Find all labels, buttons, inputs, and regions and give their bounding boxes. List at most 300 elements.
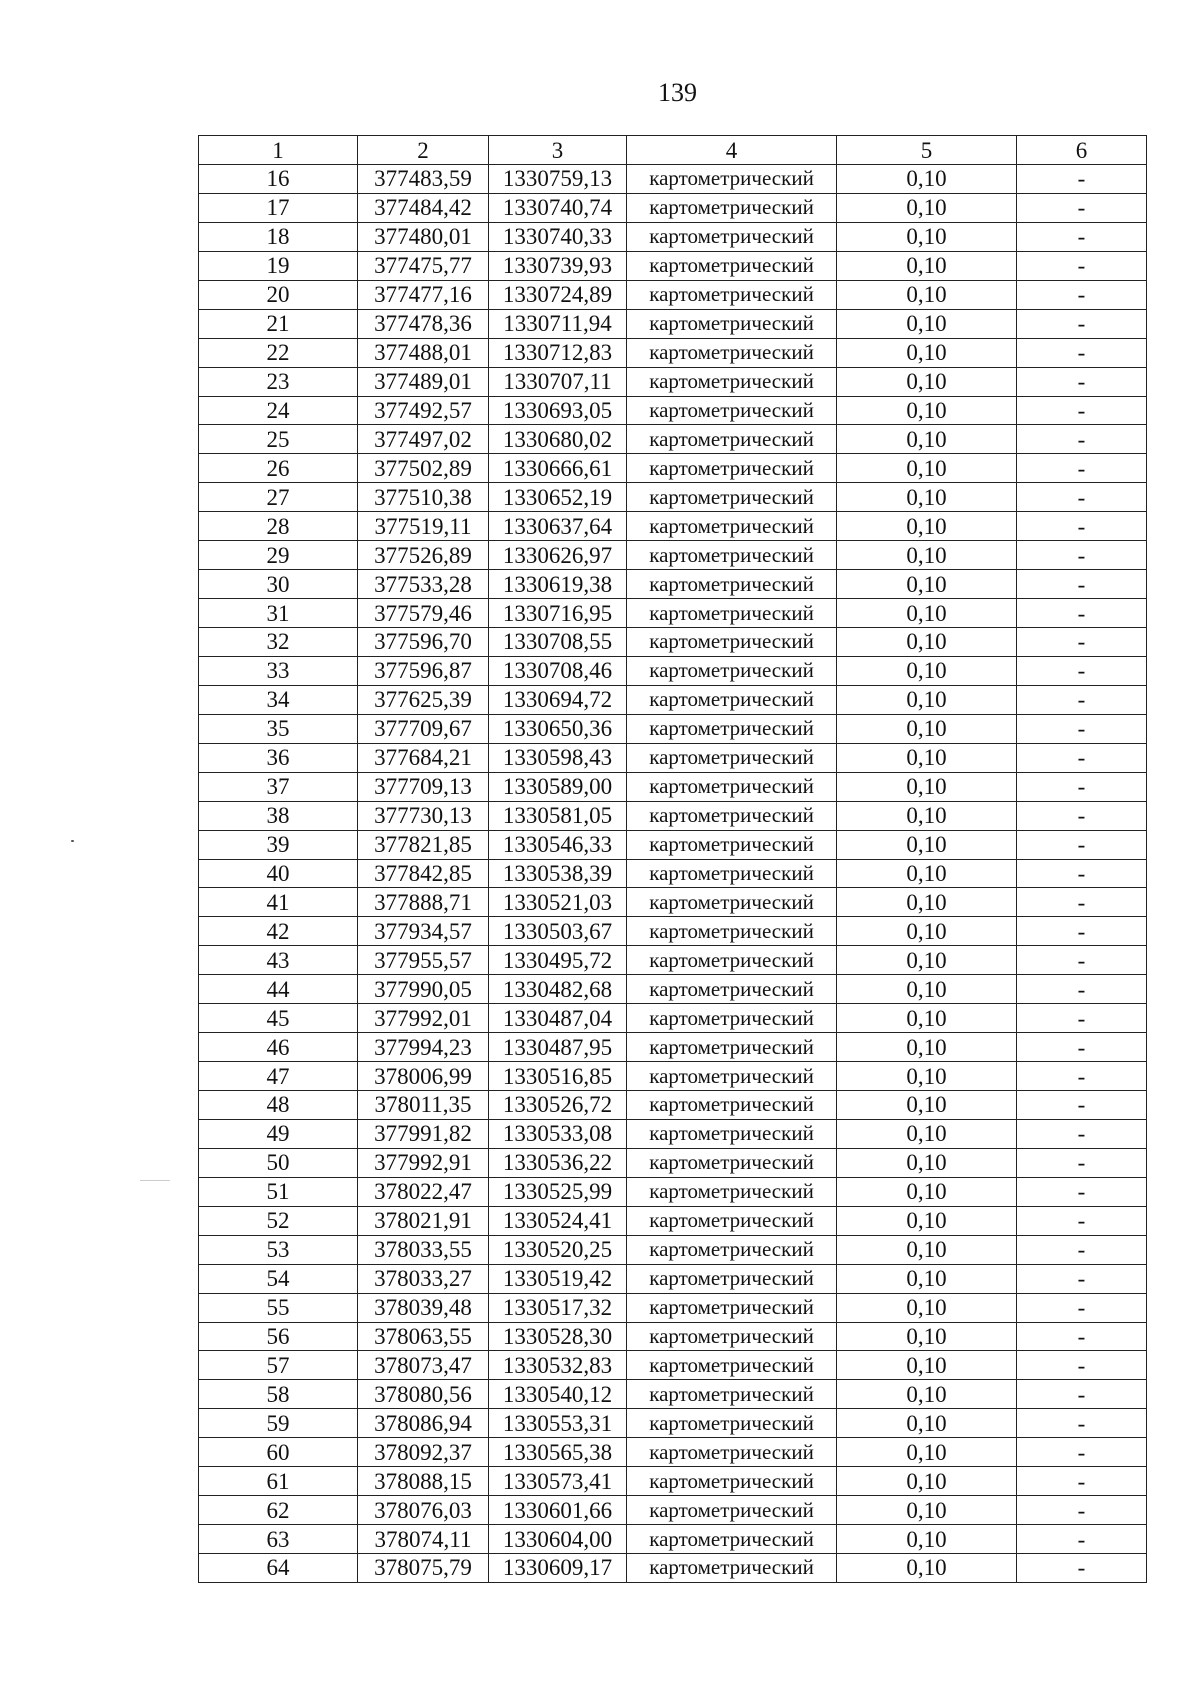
table-row (199, 338, 1147, 367)
cell-x-coordinate: 378011,35 (358, 1091, 489, 1120)
cell-x-coordinate: 377992,01 (358, 1004, 489, 1033)
cell-method: картометрический (627, 772, 837, 801)
cell-method: картометрический (627, 165, 837, 194)
cell-method: картометрический (627, 599, 837, 628)
cell-method: картометрический (627, 946, 837, 975)
cell-x-coordinate: 377596,70 (358, 628, 489, 657)
cell-note: - (1017, 1554, 1147, 1583)
cell-note: - (1017, 483, 1147, 512)
cell-note: - (1017, 801, 1147, 830)
cell-accuracy: 0,10 (837, 367, 1017, 396)
cell-y-coordinate: 1330619,38 (489, 570, 627, 599)
table-row (199, 1091, 1147, 1120)
cell-note: - (1017, 367, 1147, 396)
cell-note: - (1017, 280, 1147, 309)
cell-method: картометрический (627, 1091, 837, 1120)
table-row (199, 483, 1147, 512)
cell-note: - (1017, 251, 1147, 280)
table-row (199, 656, 1147, 685)
page-number: 139 (658, 78, 697, 107)
cell-note: - (1017, 570, 1147, 599)
table-row (199, 165, 1147, 194)
cell-accuracy: 0,10 (837, 946, 1017, 975)
cell-y-coordinate: 1330546,33 (489, 830, 627, 859)
cell-point-number: 51 (199, 1177, 358, 1206)
cell-method: картометрический (627, 685, 837, 714)
cell-point-number: 48 (199, 1091, 358, 1120)
cell-y-coordinate: 1330609,17 (489, 1554, 627, 1583)
cell-x-coordinate: 377992,91 (358, 1148, 489, 1177)
cell-point-number: 56 (199, 1322, 358, 1351)
cell-accuracy: 0,10 (837, 599, 1017, 628)
cell-x-coordinate: 377709,67 (358, 714, 489, 743)
cell-method: картометрический (627, 1206, 837, 1235)
cell-point-number: 47 (199, 1062, 358, 1091)
cell-note: - (1017, 917, 1147, 946)
cell-note: - (1017, 1525, 1147, 1554)
cell-x-coordinate: 378073,47 (358, 1351, 489, 1380)
cell-x-coordinate: 377994,23 (358, 1033, 489, 1062)
table-row (199, 1293, 1147, 1322)
cell-method: картометрический (627, 859, 837, 888)
cell-note: - (1017, 396, 1147, 425)
cell-point-number: 35 (199, 714, 358, 743)
cell-y-coordinate: 1330716,95 (489, 599, 627, 628)
cell-x-coordinate: 377596,87 (358, 656, 489, 685)
cell-accuracy: 0,10 (837, 1380, 1017, 1409)
cell-note: - (1017, 1293, 1147, 1322)
table-row (199, 628, 1147, 657)
cell-accuracy: 0,10 (837, 628, 1017, 657)
table-row (199, 1004, 1147, 1033)
cell-y-coordinate: 1330708,46 (489, 656, 627, 685)
cell-accuracy: 0,10 (837, 1554, 1017, 1583)
cell-note: - (1017, 599, 1147, 628)
cell-y-coordinate: 1330637,64 (489, 512, 627, 541)
cell-accuracy: 0,10 (837, 483, 1017, 512)
cell-y-coordinate: 1330707,11 (489, 367, 627, 396)
cell-accuracy: 0,10 (837, 1293, 1017, 1322)
cell-accuracy: 0,10 (837, 1235, 1017, 1264)
cell-note: - (1017, 512, 1147, 541)
cell-y-coordinate: 1330495,72 (489, 946, 627, 975)
cell-note: - (1017, 165, 1147, 194)
cell-accuracy: 0,10 (837, 1177, 1017, 1206)
column-header-6: 6 (1017, 136, 1147, 165)
cell-y-coordinate: 1330528,30 (489, 1322, 627, 1351)
cell-point-number: 40 (199, 859, 358, 888)
table-row (199, 1033, 1147, 1062)
cell-method: картометрический (627, 222, 837, 251)
cell-note: - (1017, 888, 1147, 917)
cell-note: - (1017, 1409, 1147, 1438)
table-row (199, 1496, 1147, 1525)
table-row (199, 1206, 1147, 1235)
cell-y-coordinate: 1330532,83 (489, 1351, 627, 1380)
cell-accuracy: 0,10 (837, 917, 1017, 946)
table-row (199, 714, 1147, 743)
cell-y-coordinate: 1330524,41 (489, 1206, 627, 1235)
cell-point-number: 63 (199, 1525, 358, 1554)
cell-accuracy: 0,10 (837, 193, 1017, 222)
cell-y-coordinate: 1330759,13 (489, 165, 627, 194)
cell-point-number: 43 (199, 946, 358, 975)
table-row (199, 280, 1147, 309)
cell-note: - (1017, 1206, 1147, 1235)
cell-point-number: 19 (199, 251, 358, 280)
cell-point-number: 23 (199, 367, 358, 396)
cell-x-coordinate: 378033,27 (358, 1264, 489, 1293)
cell-note: - (1017, 685, 1147, 714)
cell-accuracy: 0,10 (837, 1351, 1017, 1380)
cell-method: картометрический (627, 801, 837, 830)
table-row (199, 1119, 1147, 1148)
table-row (199, 570, 1147, 599)
cell-accuracy: 0,10 (837, 1525, 1017, 1554)
cell-note: - (1017, 1177, 1147, 1206)
cell-note: - (1017, 1322, 1147, 1351)
cell-x-coordinate: 377625,39 (358, 685, 489, 714)
cell-x-coordinate: 377478,36 (358, 309, 489, 338)
table-header-row (199, 136, 1147, 165)
cell-method: картометрический (627, 367, 837, 396)
cell-x-coordinate: 377492,57 (358, 396, 489, 425)
cell-method: картометрический (627, 1525, 837, 1554)
column-header-3: 3 (489, 136, 627, 165)
table-row (199, 1062, 1147, 1091)
cell-y-coordinate: 1330581,05 (489, 801, 627, 830)
cell-y-coordinate: 1330525,99 (489, 1177, 627, 1206)
cell-note: - (1017, 193, 1147, 222)
cell-x-coordinate: 378063,55 (358, 1322, 489, 1351)
cell-note: - (1017, 1438, 1147, 1467)
cell-method: картометрический (627, 888, 837, 917)
cell-y-coordinate: 1330538,39 (489, 859, 627, 888)
cell-note: - (1017, 541, 1147, 570)
cell-note: - (1017, 1091, 1147, 1120)
cell-note: - (1017, 1496, 1147, 1525)
column-header-5: 5 (837, 136, 1017, 165)
cell-note: - (1017, 1062, 1147, 1091)
cell-y-coordinate: 1330740,33 (489, 222, 627, 251)
cell-method: картометрический (627, 1119, 837, 1148)
cell-point-number: 60 (199, 1438, 358, 1467)
cell-point-number: 45 (199, 1004, 358, 1033)
cell-method: картометрический (627, 1554, 837, 1583)
cell-x-coordinate: 377990,05 (358, 975, 489, 1004)
cell-method: картометрический (627, 1351, 837, 1380)
cell-point-number: 46 (199, 1033, 358, 1062)
cell-x-coordinate: 377483,59 (358, 165, 489, 194)
cell-accuracy: 0,10 (837, 425, 1017, 454)
cell-x-coordinate: 378006,99 (358, 1062, 489, 1091)
cell-note: - (1017, 772, 1147, 801)
cell-accuracy: 0,10 (837, 1206, 1017, 1235)
table-row (199, 1380, 1147, 1409)
cell-accuracy: 0,10 (837, 1033, 1017, 1062)
cell-point-number: 27 (199, 483, 358, 512)
table-row (199, 193, 1147, 222)
table-row (199, 1351, 1147, 1380)
cell-method: картометрический (627, 917, 837, 946)
cell-y-coordinate: 1330598,43 (489, 743, 627, 772)
cell-method: картометрический (627, 1033, 837, 1062)
table-row (199, 1177, 1147, 1206)
cell-accuracy: 0,10 (837, 309, 1017, 338)
table-row (199, 396, 1147, 425)
cell-point-number: 26 (199, 454, 358, 483)
table-row (199, 599, 1147, 628)
cell-note: - (1017, 1380, 1147, 1409)
cell-point-number: 20 (199, 280, 358, 309)
cell-y-coordinate: 1330517,32 (489, 1293, 627, 1322)
cell-y-coordinate: 1330521,03 (489, 888, 627, 917)
table-row (199, 1554, 1147, 1583)
cell-y-coordinate: 1330693,05 (489, 396, 627, 425)
coordinates-table (198, 135, 1147, 1583)
cell-accuracy: 0,10 (837, 1004, 1017, 1033)
cell-method: картометрический (627, 1380, 837, 1409)
cell-accuracy: 0,10 (837, 1322, 1017, 1351)
cell-accuracy: 0,10 (837, 714, 1017, 743)
cell-accuracy: 0,10 (837, 1091, 1017, 1120)
cell-note: - (1017, 222, 1147, 251)
table-row (199, 512, 1147, 541)
cell-point-number: 37 (199, 772, 358, 801)
cell-x-coordinate: 377842,85 (358, 859, 489, 888)
cell-point-number: 57 (199, 1351, 358, 1380)
cell-y-coordinate: 1330694,72 (489, 685, 627, 714)
cell-method: картометрический (627, 1062, 837, 1091)
cell-note: - (1017, 1119, 1147, 1148)
cell-y-coordinate: 1330724,89 (489, 280, 627, 309)
cell-accuracy: 0,10 (837, 541, 1017, 570)
cell-accuracy: 0,10 (837, 251, 1017, 280)
cell-note: - (1017, 743, 1147, 772)
cell-method: картометрический (627, 570, 837, 599)
cell-method: картометрический (627, 743, 837, 772)
cell-x-coordinate: 377484,42 (358, 193, 489, 222)
cell-accuracy: 0,10 (837, 685, 1017, 714)
table-row (199, 309, 1147, 338)
table-row (199, 1322, 1147, 1351)
cell-point-number: 41 (199, 888, 358, 917)
cell-x-coordinate: 377579,46 (358, 599, 489, 628)
table-row (199, 888, 1147, 917)
column-header-4: 4 (627, 136, 837, 165)
cell-accuracy: 0,10 (837, 396, 1017, 425)
cell-y-coordinate: 1330708,55 (489, 628, 627, 657)
cell-accuracy: 0,10 (837, 772, 1017, 801)
table-row (199, 425, 1147, 454)
cell-accuracy: 0,10 (837, 1496, 1017, 1525)
cell-x-coordinate: 377821,85 (358, 830, 489, 859)
cell-y-coordinate: 1330712,83 (489, 338, 627, 367)
table-row (199, 946, 1147, 975)
cell-method: картометрический (627, 1467, 837, 1496)
cell-accuracy: 0,10 (837, 1062, 1017, 1091)
cell-point-number: 31 (199, 599, 358, 628)
cell-y-coordinate: 1330520,25 (489, 1235, 627, 1264)
table-row (199, 1467, 1147, 1496)
cell-method: картометрический (627, 483, 837, 512)
cell-method: картометрический (627, 454, 837, 483)
cell-y-coordinate: 1330553,31 (489, 1409, 627, 1438)
cell-x-coordinate: 378086,94 (358, 1409, 489, 1438)
cell-x-coordinate: 377709,13 (358, 772, 489, 801)
cell-x-coordinate: 377888,71 (358, 888, 489, 917)
cell-y-coordinate: 1330604,00 (489, 1525, 627, 1554)
cell-note: - (1017, 714, 1147, 743)
cell-x-coordinate: 377489,01 (358, 367, 489, 396)
cell-note: - (1017, 628, 1147, 657)
table-row (199, 541, 1147, 570)
cell-x-coordinate: 377488,01 (358, 338, 489, 367)
table-row (199, 367, 1147, 396)
table-row (199, 1438, 1147, 1467)
cell-point-number: 22 (199, 338, 358, 367)
cell-method: картометрический (627, 193, 837, 222)
cell-x-coordinate: 378039,48 (358, 1293, 489, 1322)
cell-point-number: 28 (199, 512, 358, 541)
cell-point-number: 50 (199, 1148, 358, 1177)
cell-y-coordinate: 1330487,95 (489, 1033, 627, 1062)
table-row (199, 801, 1147, 830)
cell-x-coordinate: 378076,03 (358, 1496, 489, 1525)
cell-note: - (1017, 454, 1147, 483)
cell-y-coordinate: 1330540,12 (489, 1380, 627, 1409)
cell-point-number: 59 (199, 1409, 358, 1438)
cell-note: - (1017, 975, 1147, 1004)
cell-x-coordinate: 378088,15 (358, 1467, 489, 1496)
cell-x-coordinate: 378080,56 (358, 1380, 489, 1409)
cell-note: - (1017, 309, 1147, 338)
cell-note: - (1017, 859, 1147, 888)
cell-y-coordinate: 1330740,74 (489, 193, 627, 222)
cell-y-coordinate: 1330666,61 (489, 454, 627, 483)
table-row (199, 222, 1147, 251)
cell-point-number: 32 (199, 628, 358, 657)
cell-x-coordinate: 377684,21 (358, 743, 489, 772)
cell-method: картометрический (627, 425, 837, 454)
cell-x-coordinate: 377477,16 (358, 280, 489, 309)
column-header-2: 2 (358, 136, 489, 165)
scan-mark (140, 1180, 170, 1181)
cell-note: - (1017, 1148, 1147, 1177)
cell-point-number: 54 (199, 1264, 358, 1293)
cell-point-number: 21 (199, 309, 358, 338)
cell-y-coordinate: 1330565,38 (489, 1438, 627, 1467)
cell-point-number: 52 (199, 1206, 358, 1235)
cell-x-coordinate: 377502,89 (358, 454, 489, 483)
cell-point-number: 30 (199, 570, 358, 599)
cell-point-number: 17 (199, 193, 358, 222)
table-row (199, 454, 1147, 483)
cell-method: картометрический (627, 1409, 837, 1438)
cell-point-number: 16 (199, 165, 358, 194)
table-row (199, 1264, 1147, 1293)
cell-y-coordinate: 1330739,93 (489, 251, 627, 280)
table-row (199, 1235, 1147, 1264)
cell-y-coordinate: 1330519,42 (489, 1264, 627, 1293)
cell-method: картометрический (627, 1004, 837, 1033)
cell-point-number: 38 (199, 801, 358, 830)
cell-method: картометрический (627, 1235, 837, 1264)
cell-method: картометрический (627, 628, 837, 657)
cell-y-coordinate: 1330536,22 (489, 1148, 627, 1177)
cell-x-coordinate: 377510,38 (358, 483, 489, 512)
cell-method: картометрический (627, 1148, 837, 1177)
cell-y-coordinate: 1330487,04 (489, 1004, 627, 1033)
cell-x-coordinate: 377475,77 (358, 251, 489, 280)
cell-y-coordinate: 1330573,41 (489, 1467, 627, 1496)
cell-note: - (1017, 1467, 1147, 1496)
cell-method: картометрический (627, 1496, 837, 1525)
cell-method: картометрический (627, 280, 837, 309)
cell-x-coordinate: 378033,55 (358, 1235, 489, 1264)
cell-y-coordinate: 1330503,67 (489, 917, 627, 946)
cell-accuracy: 0,10 (837, 656, 1017, 685)
cell-y-coordinate: 1330650,36 (489, 714, 627, 743)
table-row (199, 975, 1147, 1004)
cell-accuracy: 0,10 (837, 454, 1017, 483)
cell-point-number: 58 (199, 1380, 358, 1409)
cell-point-number: 18 (199, 222, 358, 251)
cell-note: - (1017, 1264, 1147, 1293)
cell-accuracy: 0,10 (837, 512, 1017, 541)
cell-point-number: 53 (199, 1235, 358, 1264)
table-row (199, 1525, 1147, 1554)
cell-method: картометрический (627, 714, 837, 743)
cell-method: картометрический (627, 1322, 837, 1351)
cell-y-coordinate: 1330533,08 (489, 1119, 627, 1148)
cell-method: картометрический (627, 1293, 837, 1322)
cell-method: картометрический (627, 541, 837, 570)
cell-point-number: 55 (199, 1293, 358, 1322)
table-row (199, 743, 1147, 772)
table-row (199, 1409, 1147, 1438)
cell-accuracy: 0,10 (837, 1148, 1017, 1177)
cell-accuracy: 0,10 (837, 859, 1017, 888)
cell-accuracy: 0,10 (837, 570, 1017, 599)
cell-method: картометрический (627, 396, 837, 425)
cell-point-number: 25 (199, 425, 358, 454)
table-row (199, 772, 1147, 801)
scan-speck (71, 840, 74, 842)
cell-note: - (1017, 830, 1147, 859)
cell-accuracy: 0,10 (837, 801, 1017, 830)
cell-note: - (1017, 1033, 1147, 1062)
cell-x-coordinate: 377955,57 (358, 946, 489, 975)
cell-x-coordinate: 377533,28 (358, 570, 489, 599)
cell-x-coordinate: 377497,02 (358, 425, 489, 454)
cell-accuracy: 0,10 (837, 975, 1017, 1004)
cell-accuracy: 0,10 (837, 1438, 1017, 1467)
cell-x-coordinate: 378074,11 (358, 1525, 489, 1554)
cell-method: картометрический (627, 1177, 837, 1206)
cell-point-number: 64 (199, 1554, 358, 1583)
cell-point-number: 29 (199, 541, 358, 570)
cell-accuracy: 0,10 (837, 743, 1017, 772)
cell-accuracy: 0,10 (837, 1264, 1017, 1293)
cell-x-coordinate: 377730,13 (358, 801, 489, 830)
cell-note: - (1017, 425, 1147, 454)
cell-x-coordinate: 377991,82 (358, 1119, 489, 1148)
cell-method: картометрический (627, 830, 837, 859)
table-row (199, 830, 1147, 859)
cell-point-number: 36 (199, 743, 358, 772)
cell-accuracy: 0,10 (837, 830, 1017, 859)
